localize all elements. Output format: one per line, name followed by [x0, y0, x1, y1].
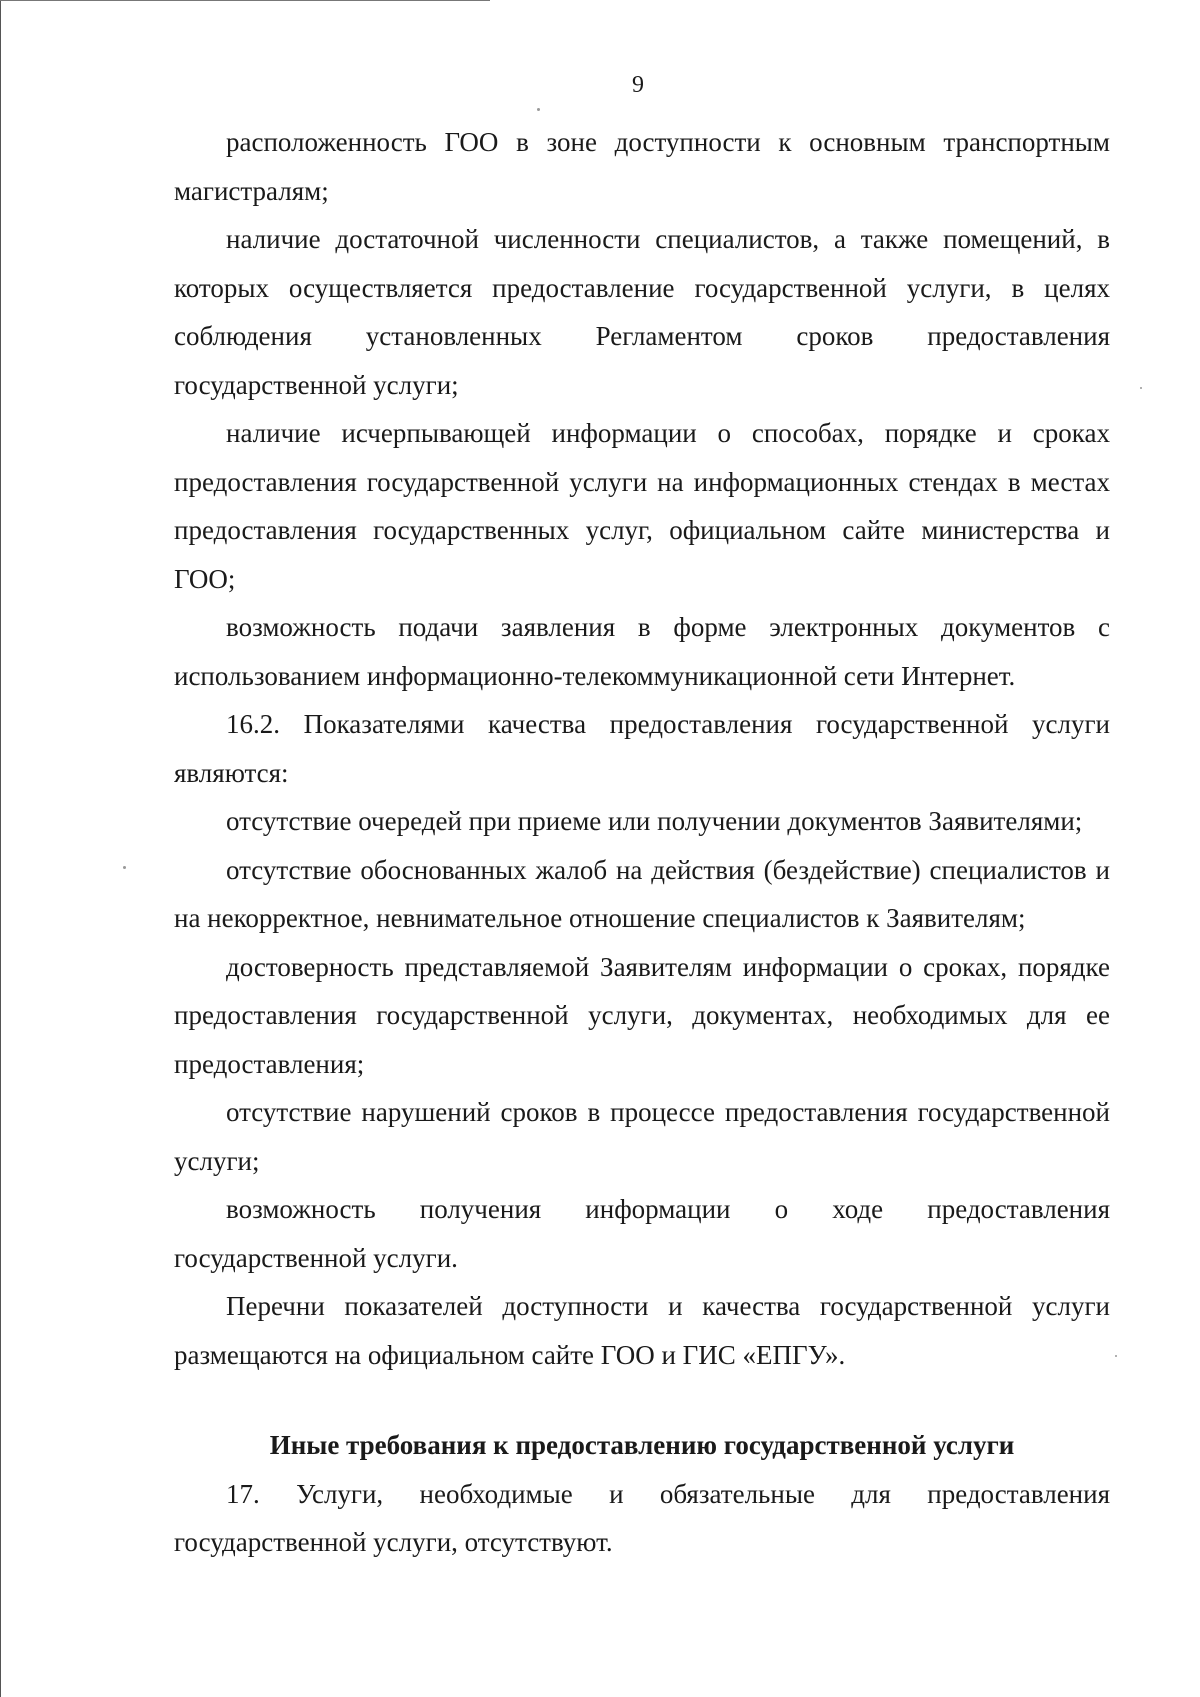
paragraph-quality-indicators: 16.2. Показателями качества предоставления государственной услуги являются: [174, 709, 1110, 788]
section-heading: Иные требования к предоставлению государственной услуги [269, 1430, 1015, 1460]
paragraph-no-deadline-violations: отсутствие нарушений сроков в процессе предоставления государственной услуги; [174, 1097, 1110, 1176]
paragraph-information-reliability: достоверность представляемой Заявителям информации о сроках, порядке предоставления государственной услуги, документах, необходимых для ее предоставления; [174, 951, 1110, 1079]
page-number: 9 [632, 72, 644, 98]
paragraph-accessibility-location: расположенность ГОО в зоне доступности к основным транспортным магистралям; [174, 127, 1110, 206]
paragraph-no-complaints: отсутствие обоснованных жалоб на действия (бездействие) специалистов и на некорректное, невнимательное отношение специалистов к Заявителям; [174, 854, 1110, 933]
paragraph-section-17: 17. Услуги, необходимые и обязательные для предоставления государственной услуги, отсутствуют. [174, 1478, 1110, 1557]
scan-edge-left [0, 0, 1, 1697]
paragraph-indicator-lists: Перечни показателей доступности и качества государственной услуги размещаются на официальном сайте ГОО и ГИС «ЕПГУ». [174, 1291, 1110, 1370]
paragraph-exhaustive-information: наличие исчерпывающей информации о способах, порядке и сроках предоставления государственной услуги на информационных стендах в местах предоставления государственных услуг, официальном сайте министерства и ГОО; [174, 418, 1110, 594]
scan-speck [1115, 1355, 1117, 1357]
scan-speck [1140, 387, 1142, 389]
paragraph-electronic-submission: возможность подачи заявления в форме электронных документов с использованием информационно-телекоммуникационной сети Интернет. [174, 612, 1110, 691]
document-body [174, 118, 1110, 1567]
scan-speck [123, 866, 126, 869]
scan-edge-top [0, 0, 490, 1]
paragraph-progress-information: возможность получения информации о ходе предоставления государственной услуги. [174, 1194, 1110, 1273]
paragraph-no-queues: отсутствие очередей при приеме или получении документов Заявителями; [226, 806, 1083, 836]
paragraph-staff-sufficiency: наличие достаточной численности специалистов, а также помещений, в которых осуществляется предоставление государственной услуги, в целях соблюдения установленных Регламентом сроков предоставления государственной услуги; [174, 224, 1110, 400]
scan-speck [537, 108, 540, 111]
